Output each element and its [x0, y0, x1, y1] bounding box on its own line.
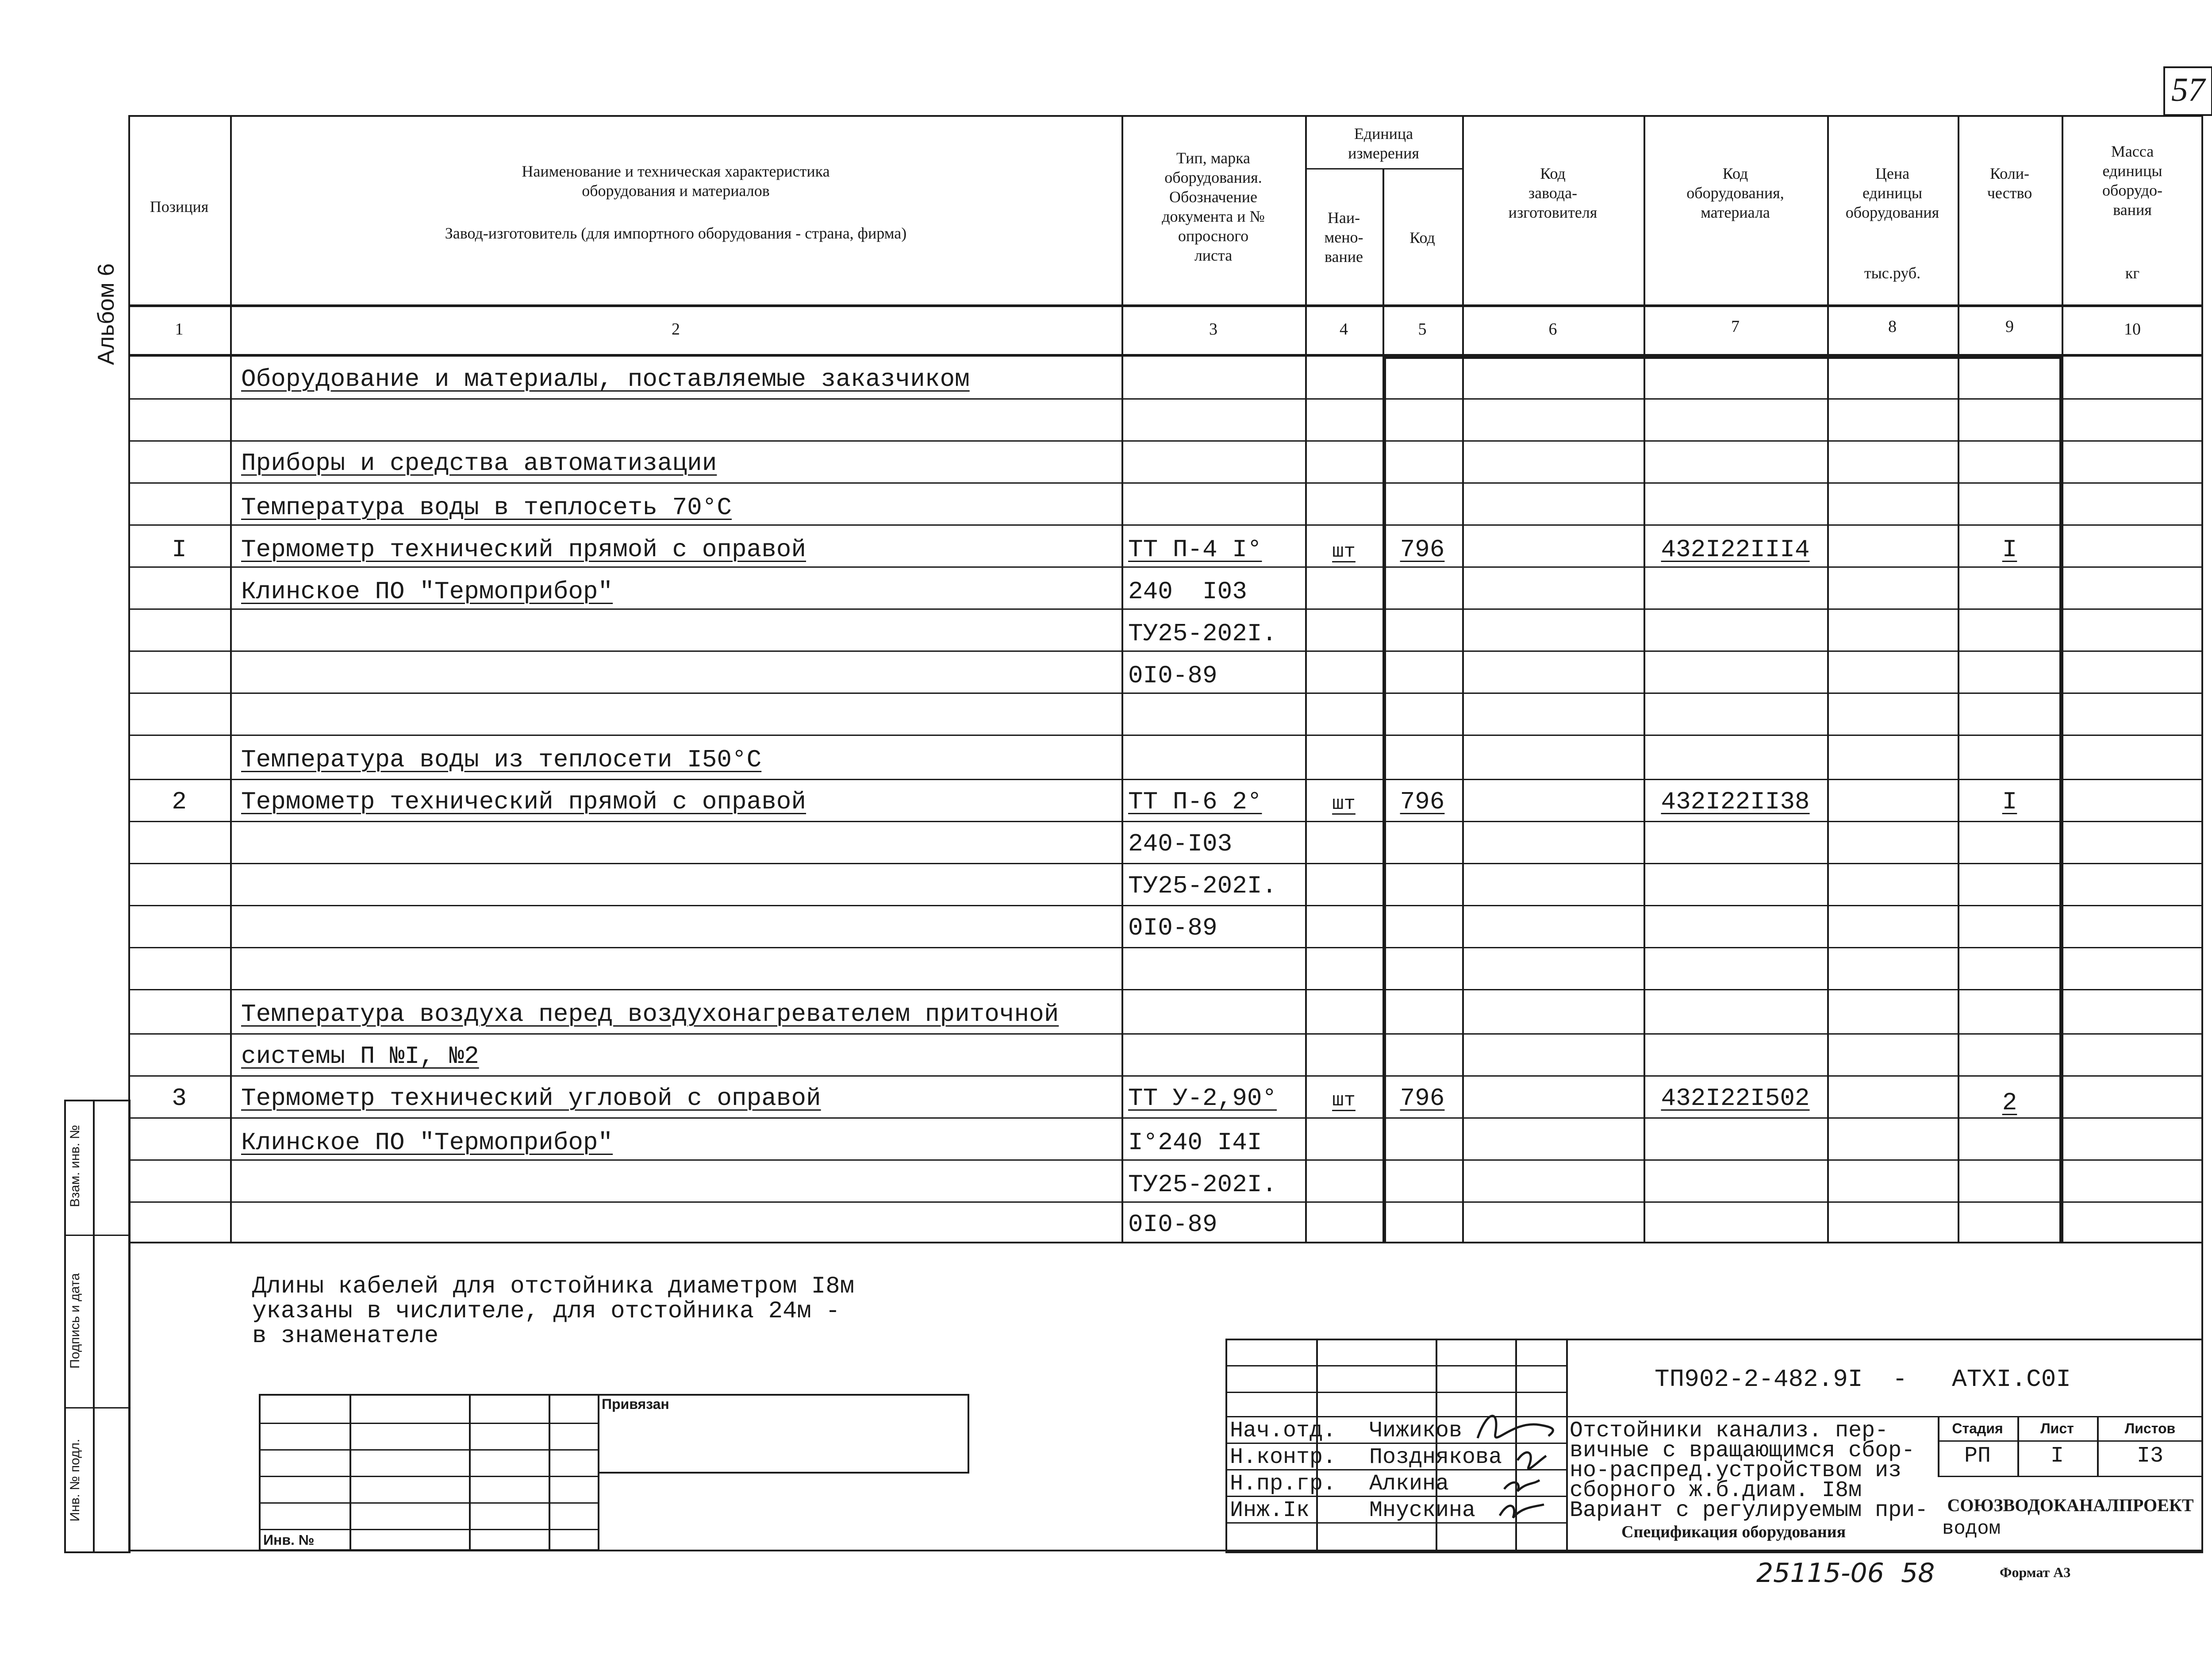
- col-line: [1644, 115, 1645, 1243]
- col-number: 2: [672, 320, 680, 339]
- group2-type: ТТ П-6 2°: [1128, 788, 1262, 816]
- signature-mark: [1517, 1452, 1546, 1469]
- col-line: [1462, 115, 1464, 1243]
- header-material-code: Код оборудования, материала: [1686, 165, 1784, 221]
- group1-quantity: I: [2002, 535, 2017, 564]
- group2-title: Температура воды из теплосети I50°С: [241, 746, 762, 774]
- row-line: [128, 1033, 2203, 1035]
- group2-position: 2: [172, 788, 187, 816]
- group3-title-2: системы П №I, №2: [241, 1042, 479, 1070]
- privyazan-line: [469, 1394, 471, 1551]
- sheet-label: Лист: [2040, 1420, 2074, 1436]
- title-subtitle: Спецификация оборудования: [1621, 1523, 1846, 1541]
- group1-position: I: [172, 535, 187, 564]
- title-line-5: Вариант с регулируемым при-: [1570, 1498, 1928, 1523]
- group1-material-code: 432I22III4: [1661, 535, 1810, 564]
- organization: СОЮЗВОДОКАНАЛПРОЕКТ: [1947, 1495, 2194, 1515]
- group2-material-code: 432I22II38: [1661, 788, 1810, 816]
- row-line: [128, 566, 2203, 568]
- group3-type: ТТ У-2,90°: [1128, 1084, 1277, 1112]
- col-line: [230, 115, 232, 1243]
- side-binding-line: [64, 1235, 131, 1236]
- signature-mark: [1478, 1416, 1553, 1438]
- header-mass: Масса единицы оборудо- вания: [2102, 142, 2162, 219]
- row-line: [128, 1117, 2203, 1119]
- group3-quantity: 2: [2002, 1089, 2017, 1117]
- signatures: [1451, 1394, 1566, 1527]
- col-number: 8: [1888, 317, 1897, 336]
- role-group-lead: Н.пр.гр.: [1230, 1471, 1336, 1497]
- group3-type: 0I0-89: [1128, 1210, 1217, 1239]
- row-line: [128, 863, 2203, 864]
- side-binding-line: [64, 1407, 131, 1408]
- col-number: 6: [1548, 320, 1557, 339]
- sheet-value: I: [2050, 1443, 2064, 1469]
- header-name: Наименование и техническая характеристика оборудования и материалов: [522, 162, 830, 200]
- title-line-2: вичные с вращающимся сбор-: [1570, 1438, 1915, 1463]
- row-line: [128, 398, 2203, 400]
- col-number: 4: [1340, 320, 1348, 339]
- title-line-1: Отстойники канализ. пер-: [1570, 1418, 1889, 1443]
- row-line: [128, 735, 2203, 736]
- signature-mark: [1500, 1505, 1544, 1518]
- inv-no-label: Инв. №: [263, 1532, 315, 1548]
- side-binding-line: [93, 1100, 95, 1553]
- group1-type: ТТ П-4 I°: [1128, 535, 1262, 564]
- group2-name: Термометр технический прямой с оправой: [241, 788, 806, 816]
- title-block-line: [1225, 1392, 1566, 1393]
- group3-name: Термометр технический угловой с оправой: [241, 1084, 821, 1112]
- stage-value: РП: [1964, 1443, 1991, 1469]
- group3-material-code: 432I22I502: [1661, 1084, 1810, 1112]
- group1-maker: Клинское ПО "Термоприбор": [241, 577, 613, 606]
- group2-type: 0I0-89: [1128, 914, 1217, 942]
- row-line: [128, 608, 2203, 610]
- col-number: 9: [2005, 317, 2014, 336]
- sheets-label: Листов: [2124, 1420, 2176, 1436]
- title-block-line: [1225, 1365, 1566, 1366]
- row-line: [128, 905, 2203, 906]
- group2-unit-code: 796: [1400, 788, 1445, 816]
- subsection-title: Приборы и средства автоматизации: [241, 449, 717, 477]
- privyazan-line: [349, 1394, 351, 1551]
- col-number: 1: [175, 320, 184, 339]
- title-block-line: [1225, 1416, 2203, 1417]
- header-bottom-line: [128, 304, 2203, 307]
- col-number: 10: [2124, 320, 2141, 339]
- note-line-2: указаны в числителе, для отстойника 24м -: [252, 1298, 840, 1325]
- unit-group-line: [1305, 168, 1462, 169]
- group1-type: ТУ25-202I.: [1128, 620, 1277, 648]
- header-unit-code: Код: [1409, 229, 1435, 246]
- section-title: Оборудование и материалы, поставляемые заказчиком: [241, 365, 970, 393]
- col-number: 3: [1209, 320, 1217, 339]
- note-line-1: Длины кабелей для отстойника диаметром I8м: [252, 1273, 855, 1300]
- group3-unit-code: 796: [1400, 1084, 1445, 1112]
- name-engineer: Мнускина: [1369, 1498, 1476, 1523]
- stage-label: Стадия: [1952, 1420, 2003, 1436]
- group1-type: 240 I03: [1128, 577, 1247, 606]
- col-line: [1121, 115, 1123, 1243]
- row-line: [128, 821, 2203, 822]
- privyazan-label: Привязан: [602, 1396, 669, 1412]
- page-number: 57: [2171, 71, 2205, 108]
- header-quantity: Коли- чество: [1987, 165, 2032, 202]
- group1-name: Термометр технический прямой с оправой: [241, 535, 806, 564]
- group2-type: 240-I03: [1128, 830, 1233, 858]
- row-line: [128, 524, 2203, 526]
- col-line: [1305, 115, 1307, 1243]
- group2-unit: шт: [1332, 793, 1356, 815]
- header-mass-unit: кг: [2125, 264, 2140, 282]
- header-unit-group: Единица измерения: [1348, 125, 1419, 162]
- name-control: Позднякова: [1369, 1445, 1502, 1470]
- side-label-podpis: Подпись и дата: [68, 1273, 82, 1369]
- header-position: Позиция: [150, 198, 209, 216]
- stage-grid-line: [1938, 1440, 2203, 1442]
- role-head: Нач.отд.: [1230, 1418, 1336, 1443]
- privyazan-line: [259, 1502, 599, 1504]
- name-group-lead: Алкина: [1369, 1471, 1449, 1497]
- title-line-3: но-распред.устройством из: [1570, 1458, 1902, 1483]
- group1-unit: шт: [1332, 541, 1356, 563]
- privyazan-line: [549, 1394, 550, 1551]
- handwritten-number: 25115-06 58: [1756, 1558, 1935, 1589]
- row-line: [128, 482, 2203, 484]
- group2-type: ТУ25-202I.: [1128, 872, 1277, 900]
- format-label: Формат А3: [2000, 1564, 2071, 1580]
- document-code: ТП902-2-482.9I - АТХI.С0I: [1655, 1365, 2071, 1393]
- privyazan-line: [259, 1449, 599, 1451]
- title-line-6: водом: [1942, 1518, 2001, 1540]
- sheets-value: I3: [2136, 1443, 2163, 1469]
- title-line-4: сборного ж.б.диам. I8м: [1570, 1478, 1862, 1503]
- header-price-unit: тыс.руб.: [1864, 264, 1921, 282]
- row-line: [128, 650, 2203, 652]
- number-row-bottom-line: [128, 354, 2203, 357]
- group3-unit: шт: [1332, 1089, 1356, 1112]
- role-control: Н.контр.: [1230, 1445, 1336, 1470]
- col-number: 7: [1731, 317, 1740, 336]
- row-line: [128, 1159, 2203, 1161]
- group3-title-1: Температура воздуха перед воздухонагревателем приточной: [241, 1000, 1059, 1028]
- privyazan-line: [259, 1476, 599, 1477]
- row-line: [128, 947, 2203, 948]
- group1-type: 0I0-89: [1128, 662, 1217, 690]
- side-label-inv: Инв. № подл.: [68, 1439, 82, 1522]
- role-engineer: Инж.Iк: [1230, 1498, 1310, 1523]
- group3-type: ТУ25-202I.: [1128, 1170, 1277, 1199]
- header-unit-name: Наи- мено- вание: [1324, 209, 1363, 266]
- group1-title: Температура воды в теплосеть 70°С: [241, 493, 732, 522]
- stage-grid-line: [1938, 1476, 2203, 1477]
- row-line: [128, 440, 2203, 442]
- privyazan-line: [259, 1529, 599, 1530]
- col-line: [1827, 115, 1829, 1243]
- row-line: [128, 693, 2203, 694]
- row-line: [128, 1201, 2203, 1203]
- header-price: Цена единицы оборудования: [1845, 165, 1939, 221]
- col-line: [1958, 115, 1959, 1243]
- name-head: Чижиков: [1369, 1418, 1463, 1443]
- note-line-3: в знаменателе: [252, 1323, 439, 1350]
- row-line: [128, 1075, 2203, 1077]
- header-maker: Завод-изготовитель (для импортного оборудования - страна, фирма): [445, 224, 907, 242]
- group3-position: 3: [172, 1084, 187, 1112]
- col-number: 5: [1418, 320, 1427, 339]
- group3-type: I°240 I4I: [1128, 1128, 1262, 1157]
- group2-quantity: I: [2002, 788, 2017, 816]
- title-block-line: [1566, 1339, 1568, 1553]
- privyazan-line: [259, 1423, 599, 1424]
- header-type: Тип, марка оборудования. Обозначение документа и № опросного листа: [1162, 149, 1265, 264]
- header-plant-code: Код завода- изготовителя: [1508, 165, 1598, 221]
- group1-unit-code: 796: [1400, 535, 1445, 564]
- album-label: Альбом 6: [93, 263, 119, 365]
- side-label-vzam: Взам. инв. №: [68, 1125, 82, 1207]
- group3-maker: Клинское ПО "Термоприбор": [241, 1128, 613, 1157]
- row-line: [128, 779, 2203, 780]
- row-line: [128, 989, 2203, 990]
- signature-mark: [1504, 1480, 1540, 1491]
